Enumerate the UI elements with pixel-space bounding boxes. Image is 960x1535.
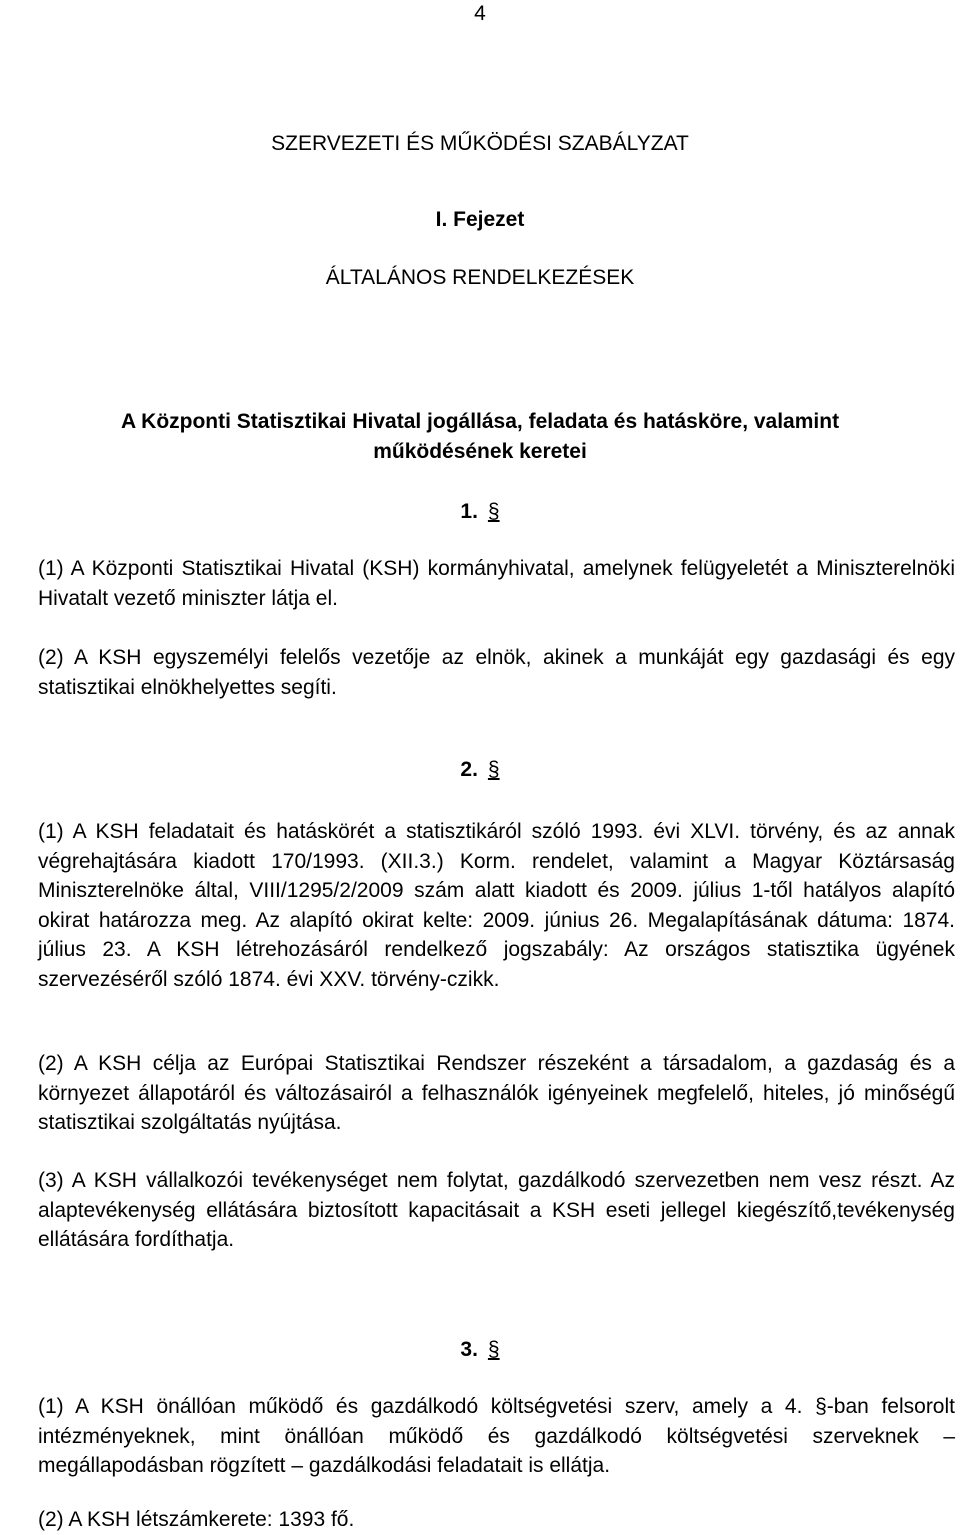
- section-heading-line-2: működésének keretei: [373, 440, 587, 463]
- section-1-paragraph-1: (1) A Központi Statisztikai Hivatal (KSH) kormányhivatal, amelynek felügyeletét a Miniszterelnöki Hivatalt vezető miniszter látja el.: [38, 557, 955, 610]
- section-2-mark: §: [487, 758, 500, 781]
- section-2-number: 2.: [460, 758, 478, 781]
- page-number: 4: [474, 2, 486, 25]
- section-heading-line-1: A Központi Statisztikai Hivatal jogállása, feladata és hatásköre, valamint: [120, 410, 840, 433]
- section-1-mark: §: [487, 500, 500, 523]
- section-2-paragraph-3: (3) A KSH vállalkozói tevékenységet nem folytat, gazdálkodó szervezetben nem vesz részt. Az alaptevékenység ellátására biztosított kapacitásait a KSH eseti jellegel kiegészítő,tevékenység ellátására fordíthatja.: [38, 1169, 955, 1251]
- section-1-paragraph-2: (2) A KSH egyszemélyi felelős vezetője az elnök, akinek a munkáját egy gazdasági és egy statisztikai elnökhelyettes segíti.: [38, 646, 955, 699]
- section-3-heading: [0, 1338, 960, 1362]
- section-3-mark: §: [487, 1338, 500, 1361]
- section-3-paragraph-2: (2) A KSH létszámkerete: 1393 fő.: [38, 1508, 355, 1531]
- section-3-paragraph-1: (1) A KSH önállóan működő és gazdálkodó költségvetési szerv, amely a 4. §-ban felsorolt intézményeknek, mint önállóan működő és gazdálkodó költségvetési szerveknek – megállapodásban rögzített – gazdálkodási feladatait is ellátja.: [38, 1395, 955, 1477]
- section-2-heading: [0, 758, 960, 782]
- chapter-number: I. Fejezet: [435, 208, 525, 231]
- chapter-title: ÁLTALÁNOS RENDELKEZÉSEK: [325, 266, 635, 289]
- section-2-paragraph-1: (1) A KSH feladatait és hatáskörét a statisztikáról szóló 1993. évi XLVI. törvény, és az annak végrehajtására kiadott 170/1993. (XII.3.) Korm. rendelet, valamint a Magyar Köztársaság Miniszterelnöke által, VIII/1295/2/2009 szám alatt kiadott és 2009. július 1-től hatályos alapító okirat határozza meg. Az alapító okirat kelte: 2009. június 26. Megalapításának dátuma: 1874. július 23. A KSH létrehozásáról rendelkező jogszabály: Az országos statisztika ügyének szervezéséről szóló 1874. évi XXV. törvény-czikk.: [38, 820, 955, 991]
- section-1-number: 1.: [460, 500, 478, 523]
- document-title: SZERVEZETI ÉS MŰKÖDÉSI SZABÁLYZAT: [271, 132, 689, 155]
- section-3-number: 3.: [460, 1338, 478, 1361]
- section-2-paragraph-2: (2) A KSH célja az Európai Statisztikai Rendszer részeként a társadalom, a gazdaság és a környezet állapotáról és változásairól a felhasználók igényeinek megfelelő, hiteles, jó minőségű statisztikai szolgáltatás nyújtása.: [38, 1052, 955, 1134]
- section-1-heading: [0, 500, 960, 524]
